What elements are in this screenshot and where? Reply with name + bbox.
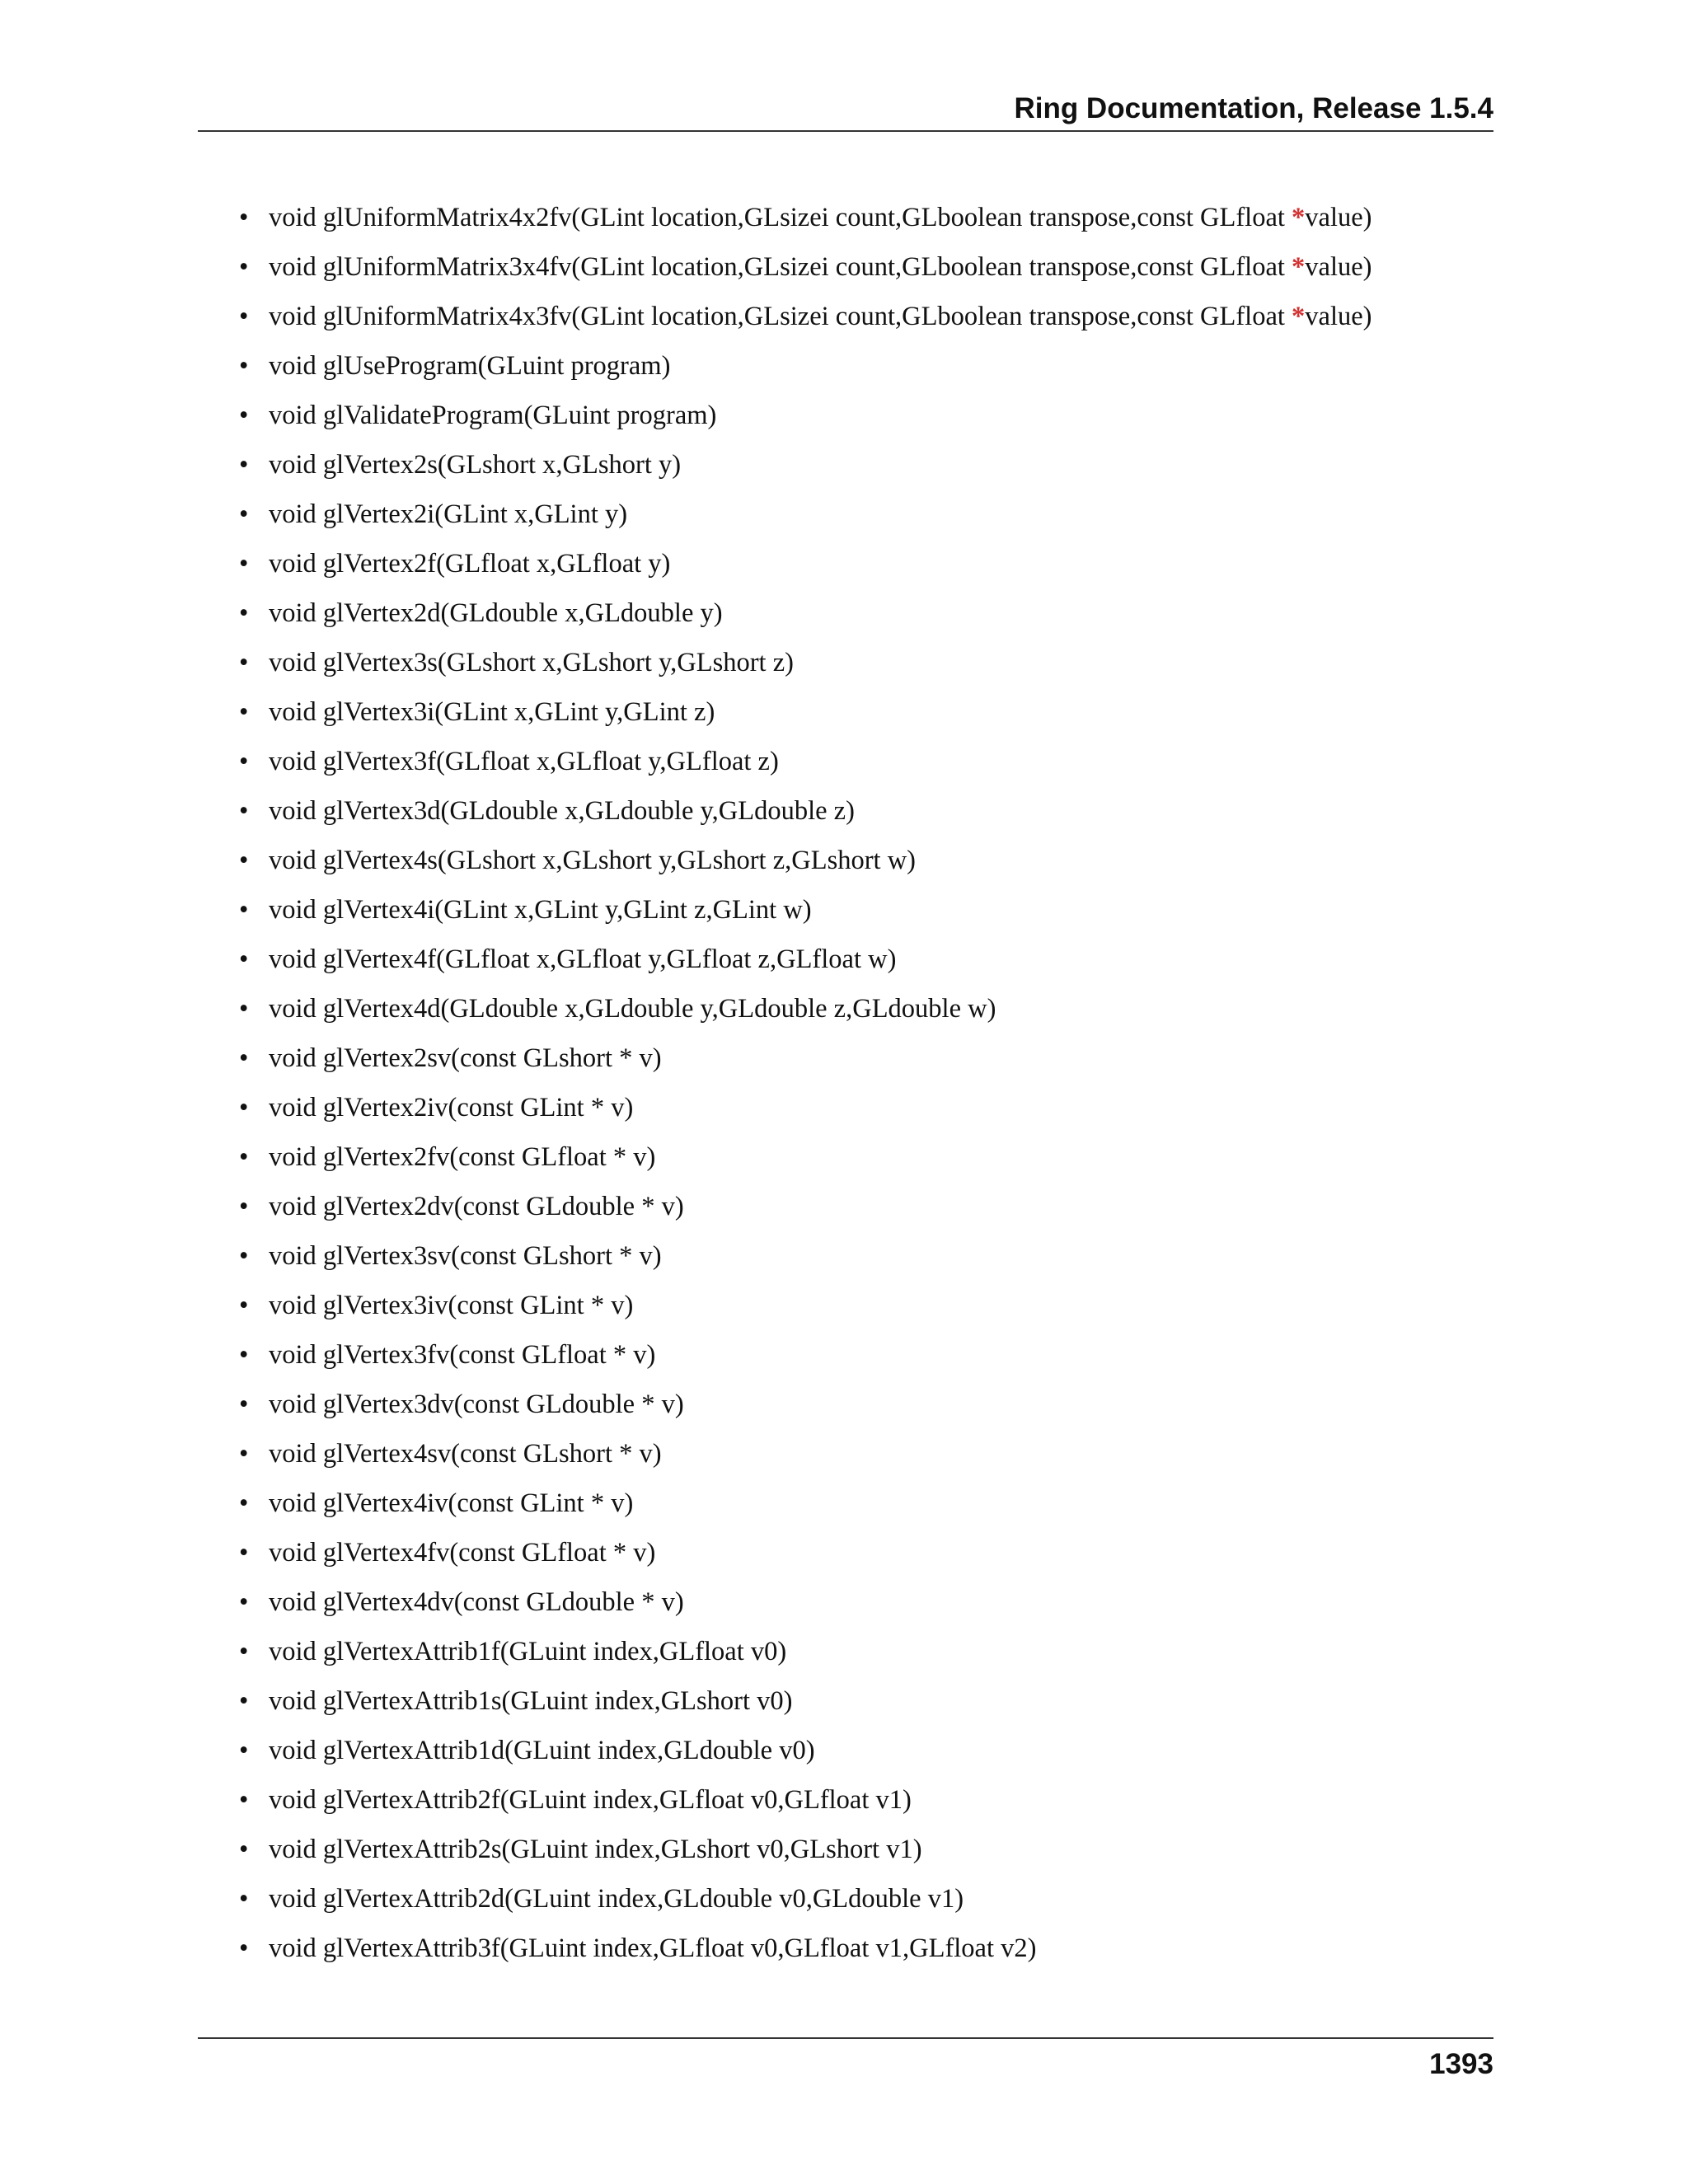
bullet-icon: • — [239, 598, 249, 628]
bullet-icon: • — [239, 1637, 249, 1666]
list-item — [239, 1485, 1372, 1535]
list-item — [239, 1238, 1372, 1287]
list-item — [239, 1683, 1372, 1732]
list-item — [239, 842, 1372, 892]
list-item — [239, 496, 1372, 546]
list-item — [239, 298, 1372, 348]
pointer-asterisk: * — [1292, 203, 1306, 232]
bullet-icon: • — [239, 895, 249, 925]
function-signature: void glVertex2d(GLdouble x,GLdouble y) — [269, 598, 723, 628]
bullet-icon: • — [239, 351, 249, 381]
function-signature: void glVertex3s(GLshort x,GLshort y,GLshort z) — [269, 648, 794, 677]
list-item — [239, 743, 1372, 793]
running-header: Ring Documentation, Release 1.5.4 — [1014, 92, 1493, 124]
bullet-icon: • — [239, 450, 249, 480]
pointer-asterisk: * — [1292, 302, 1306, 331]
function-signature: void glUniformMatrix4x2fv(GLint location,GLsizei count,GLboolean transpose,const GLfloat — [269, 203, 1292, 232]
list-item — [239, 1930, 1372, 1980]
bullet-icon: • — [239, 1884, 249, 1914]
list-item — [239, 941, 1372, 991]
bullet-icon: • — [239, 697, 249, 727]
function-signature: void glVertex4dv(const GLdouble * v) — [269, 1587, 684, 1617]
bullet-icon: • — [239, 1538, 249, 1568]
bullet-icon: • — [239, 944, 249, 974]
function-signature: void glVertex2iv(const GLint * v) — [269, 1093, 634, 1122]
function-signature: void glVertex3iv(const GLint * v) — [269, 1291, 634, 1320]
list-item — [239, 595, 1372, 644]
page-number: 1393 — [1429, 2048, 1493, 2080]
bullet-icon: • — [239, 796, 249, 826]
bullet-icon: • — [239, 1142, 249, 1172]
list-item — [239, 1287, 1372, 1337]
function-signature: void glVertex4s(GLshort x,GLshort y,GLshort z,GLshort w) — [269, 846, 916, 875]
function-signature: void glUniformMatrix4x3fv(GLint location,GLsizei count,GLboolean transpose,const GLfloat — [269, 302, 1292, 331]
function-signature: void glVertex3sv(const GLshort * v) — [269, 1241, 662, 1271]
bullet-icon: • — [239, 1093, 249, 1122]
bullet-icon: • — [239, 1736, 249, 1765]
bullet-icon: • — [239, 747, 249, 776]
list-item — [239, 348, 1372, 397]
list-item — [239, 1386, 1372, 1436]
function-signature: void glVertex2dv(const GLdouble * v) — [269, 1192, 684, 1221]
function-signature: void glVertexAttrib3f(GLuint index,GLfloat v0,GLfloat v1,GLfloat v2) — [269, 1933, 1037, 1963]
function-signature: void glVertexAttrib1d(GLuint index,GLdouble v0) — [269, 1736, 815, 1765]
list-item — [239, 1436, 1372, 1485]
bullet-icon: • — [239, 1043, 249, 1073]
bullet-icon: • — [239, 1933, 249, 1963]
list-item — [239, 1831, 1372, 1881]
function-signature: void glVertex3fv(const GLfloat * v) — [269, 1340, 656, 1370]
function-signature: void glVertexAttrib1s(GLuint index,GLshort v0) — [269, 1686, 793, 1716]
bullet-icon: • — [239, 1439, 249, 1469]
list-item — [239, 1139, 1372, 1188]
list-item — [239, 1337, 1372, 1386]
function-signature-tail: value) — [1305, 252, 1372, 282]
pointer-asterisk: * — [1292, 252, 1306, 282]
bullet-icon: • — [239, 549, 249, 579]
list-item — [239, 1633, 1372, 1683]
list-item — [239, 1732, 1372, 1782]
bullet-icon: • — [239, 846, 249, 875]
bullet-icon: • — [239, 1488, 249, 1518]
bullet-icon: • — [239, 1390, 249, 1419]
function-signature: void glUniformMatrix3x4fv(GLint location,GLsizei count,GLboolean transpose,const GLfloat — [269, 252, 1292, 282]
list-item — [239, 1188, 1372, 1238]
function-signature: void glValidateProgram(GLuint program) — [269, 401, 717, 430]
function-signature: void glVertex2fv(const GLfloat * v) — [269, 1142, 656, 1172]
function-signature: void glVertex3i(GLint x,GLint y,GLint z) — [269, 697, 715, 727]
list-item — [239, 1782, 1372, 1831]
list-item — [239, 694, 1372, 743]
function-signature: void glVertexAttrib1f(GLuint index,GLfloat v0) — [269, 1637, 787, 1666]
list-item — [239, 199, 1372, 249]
list-item — [239, 249, 1372, 298]
function-signature-tail: value) — [1305, 203, 1372, 232]
list-item — [239, 991, 1372, 1040]
function-signature: void glVertex3d(GLdouble x,GLdouble y,GLdouble z) — [269, 796, 855, 826]
function-signature: void glVertex4sv(const GLshort * v) — [269, 1439, 662, 1469]
function-signature: void glUseProgram(GLuint program) — [269, 351, 671, 381]
footer-divider — [198, 2037, 1493, 2039]
header-divider — [198, 130, 1493, 132]
bullet-icon: • — [239, 252, 249, 282]
list-item — [239, 892, 1372, 941]
list-item — [239, 447, 1372, 496]
function-signature: void glVertex3f(GLfloat x,GLfloat y,GLfloat z) — [269, 747, 779, 776]
function-signature: void glVertex2s(GLshort x,GLshort y) — [269, 450, 682, 480]
bullet-icon: • — [239, 1587, 249, 1617]
list-item — [239, 546, 1372, 595]
function-signature: void glVertex4f(GLfloat x,GLfloat y,GLfloat z,GLfloat w) — [269, 944, 897, 974]
function-signature: void glVertex3dv(const GLdouble * v) — [269, 1390, 684, 1419]
bullet-icon: • — [239, 1241, 249, 1271]
function-signature: void glVertexAttrib2d(GLuint index,GLdouble v0,GLdouble v1) — [269, 1884, 964, 1914]
function-signature: void glVertex2f(GLfloat x,GLfloat y) — [269, 549, 671, 579]
list-item — [239, 1040, 1372, 1090]
function-signature: void glVertexAttrib2s(GLuint index,GLshort v0,GLshort v1) — [269, 1835, 922, 1864]
bullet-icon: • — [239, 499, 249, 529]
function-signature: void glVertex4d(GLdouble x,GLdouble y,GLdouble z,GLdouble w) — [269, 994, 996, 1024]
list-item — [239, 397, 1372, 447]
function-signature: void glVertex4fv(const GLfloat * v) — [269, 1538, 656, 1568]
function-signature-tail: value) — [1305, 302, 1372, 331]
function-signature: void glVertexAttrib2f(GLuint index,GLfloat v0,GLfloat v1) — [269, 1785, 912, 1815]
bullet-icon: • — [239, 994, 249, 1024]
list-item — [239, 1881, 1372, 1930]
bullet-icon: • — [239, 1686, 249, 1716]
bullet-icon: • — [239, 1835, 249, 1864]
bullet-icon: • — [239, 203, 249, 232]
bullet-icon: • — [239, 648, 249, 677]
bullet-icon: • — [239, 1340, 249, 1370]
function-signature: void glVertex2i(GLint x,GLint y) — [269, 499, 628, 529]
list-item — [239, 793, 1372, 842]
list-item — [239, 1535, 1372, 1584]
list-item — [239, 1584, 1372, 1633]
function-list — [239, 199, 1372, 1980]
bullet-icon: • — [239, 1192, 249, 1221]
bullet-icon: • — [239, 401, 249, 430]
bullet-icon: • — [239, 1785, 249, 1815]
function-signature: void glVertex4iv(const GLint * v) — [269, 1488, 634, 1518]
list-item — [239, 644, 1372, 694]
function-signature: void glVertex2sv(const GLshort * v) — [269, 1043, 662, 1073]
bullet-icon: • — [239, 302, 249, 331]
bullet-icon: • — [239, 1291, 249, 1320]
list-item — [239, 1090, 1372, 1139]
function-signature: void glVertex4i(GLint x,GLint y,GLint z,GLint w) — [269, 895, 812, 925]
